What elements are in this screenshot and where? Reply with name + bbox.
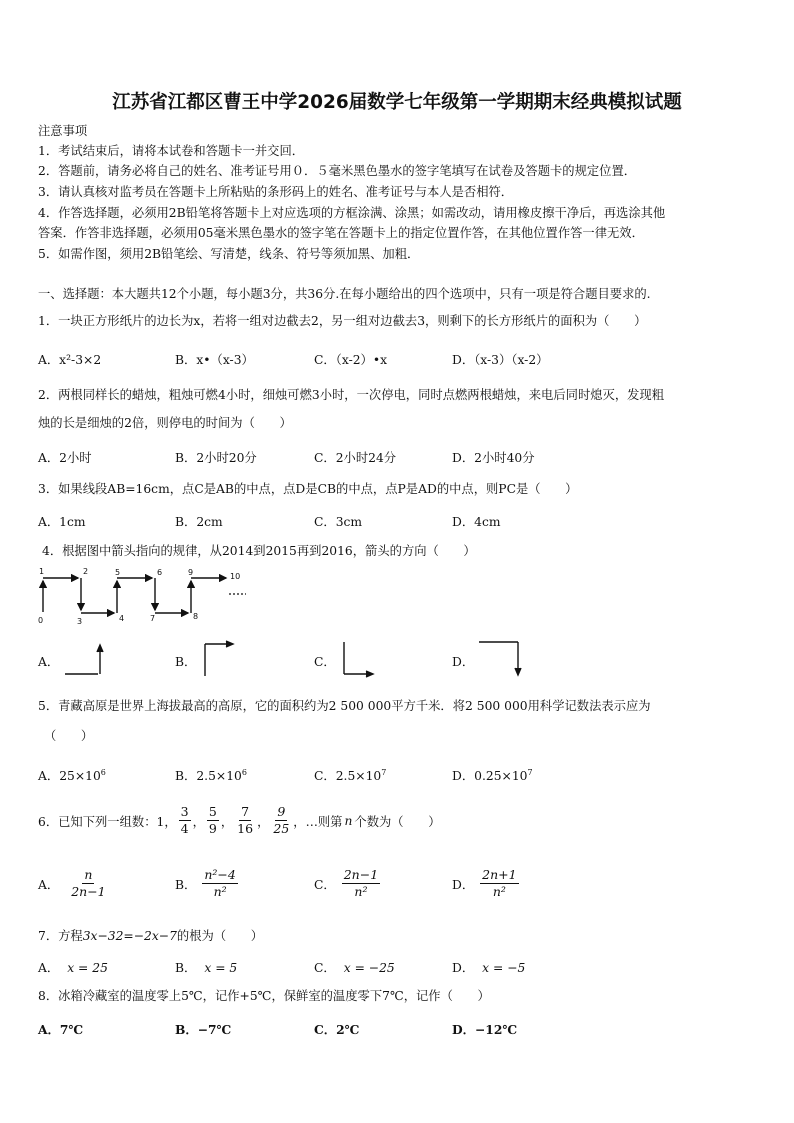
fraction bbox=[69, 868, 107, 899]
q2-option-b: B．2小时20分 bbox=[175, 451, 257, 465]
fraction bbox=[207, 805, 219, 836]
q3-option-b: B．2cm bbox=[175, 515, 223, 529]
denominator: 25 bbox=[273, 821, 290, 836]
figure-number: 2 bbox=[83, 567, 89, 576]
fraction bbox=[342, 868, 380, 899]
q7-option-b bbox=[175, 958, 237, 976]
option-value: x = −5 bbox=[482, 961, 526, 975]
q8-option-b: B．−7℃ bbox=[175, 1022, 232, 1037]
q4-option-a: A． bbox=[38, 655, 60, 669]
equation: 3x−32=−2x−7 bbox=[82, 929, 177, 943]
stem-text: 个数为（ ） bbox=[354, 814, 441, 829]
figure-number: 6 bbox=[157, 568, 163, 577]
notice-item: 答案．作答非选择题，必须用05毫米黑色墨水的签字笔在答题卡上的指定位置作答，在其他位置作答一律无效． bbox=[38, 226, 644, 240]
q5-option-d bbox=[452, 766, 533, 784]
figure-number: 3 bbox=[77, 617, 83, 626]
q4-option-d-arrow-icon bbox=[476, 636, 528, 680]
q7-option-d bbox=[452, 958, 525, 976]
option-label: D． bbox=[452, 877, 475, 892]
option-value: x = −25 bbox=[343, 961, 395, 975]
option-label: C． bbox=[314, 769, 336, 783]
q1-option-d: D．（x-3）（x-2） bbox=[452, 353, 549, 367]
q2-option-c: C．2小时24分 bbox=[314, 451, 397, 465]
numerator: 3 bbox=[180, 804, 189, 819]
option-label: A． bbox=[38, 961, 60, 975]
numerator: n bbox=[84, 867, 93, 882]
q5-option-b bbox=[175, 766, 247, 784]
figure-number: 4 bbox=[119, 614, 125, 623]
q2-option-d: D．2小时40分 bbox=[452, 451, 535, 465]
notice-item: 4．作答选择题，必须用2B铅笔将答题卡上对应选项的方框涂满、涂黑；如需改动，请用橡皮擦干净后，再选涂其他 bbox=[38, 206, 666, 220]
option-label: D． bbox=[452, 769, 475, 783]
fraction bbox=[179, 805, 191, 836]
q3-option-a: A．1cm bbox=[38, 515, 86, 529]
figure-number: 0 bbox=[38, 616, 44, 625]
stem-text: 7．方程 bbox=[38, 929, 83, 943]
exponent: 6 bbox=[100, 767, 106, 777]
q8-option-c: C．2℃ bbox=[314, 1022, 360, 1037]
figure-number: 8 bbox=[193, 612, 199, 621]
q5-option-c bbox=[314, 766, 386, 784]
page-title: 江苏省江都区曹王中学2026届数学七年级第一学期期末经典模拟试题 bbox=[112, 92, 682, 113]
numerator: 7 bbox=[241, 804, 250, 819]
question-6-stem: 6．已知下列一组数：1， $\frac{3}{4}$ ， $\frac{5}{9}$ ， $\frac{7}{16}$ ， $\frac{9}{25}$ ，…则第 n 个数为（ ） bbox=[38, 804, 441, 836]
figure-number: 9 bbox=[188, 568, 194, 577]
option-label: B． bbox=[175, 877, 197, 892]
exponent: 7 bbox=[381, 767, 387, 777]
figure-number: 10 bbox=[230, 572, 241, 581]
stem-text: ，…则第 bbox=[293, 814, 343, 829]
denominator: n² bbox=[213, 884, 227, 899]
figure-number: 5 bbox=[115, 568, 121, 577]
option-label: D． bbox=[452, 961, 475, 975]
q7-option-c bbox=[314, 958, 395, 976]
q4-option-c-arrow-icon bbox=[338, 638, 383, 680]
option-value: 2.5×10 bbox=[335, 769, 382, 783]
q6-option-d bbox=[452, 868, 521, 899]
fraction bbox=[480, 868, 518, 899]
figure-number: 7 bbox=[150, 614, 156, 623]
question-1-stem: 1．一块正方形纸片的边长为x，若将一组对边截去2，另一组对边截去3，则剩下的长方形纸片的面积为（ ） bbox=[38, 314, 647, 328]
q5-option-a bbox=[38, 766, 106, 784]
option-value: 25×10 bbox=[59, 769, 101, 783]
q6-option-a bbox=[38, 868, 110, 899]
stem-text: 的根为（ ） bbox=[176, 929, 264, 943]
denominator: 4 bbox=[180, 821, 189, 836]
fraction bbox=[235, 805, 255, 836]
stem-text: 6．已知下列一组数：1， bbox=[38, 814, 177, 829]
notice-item: 3．请认真核对监考员在答题卡上所粘贴的条形码上的姓名、准考证号与本人是否相符． bbox=[38, 185, 514, 199]
q8-option-a: A．7℃ bbox=[38, 1022, 84, 1037]
question-2-stem-line2: 烛的长是细烛的2倍，则停电的时间为（ ） bbox=[38, 416, 292, 430]
q3-option-c: C．3cm bbox=[314, 515, 363, 529]
q4-option-b-arrow-icon bbox=[198, 638, 243, 680]
q4-option-b: B． bbox=[175, 655, 197, 669]
q6-option-b bbox=[175, 868, 240, 899]
denominator: 2n−1 bbox=[71, 884, 106, 899]
arrow-pattern-figure bbox=[36, 567, 256, 629]
question-2-stem-line1: 2．两根同样长的蜡烛，粗烛可燃4小时，细烛可燃3小时，一次停电，同时点燃两根蜡烛，来电后同时熄灭，发现粗 bbox=[38, 388, 665, 402]
fraction bbox=[271, 805, 291, 836]
q1-option-c: C．（x-2）•x bbox=[314, 353, 388, 367]
option-value: x = 25 bbox=[67, 961, 108, 975]
option-value: 2.5×10 bbox=[196, 769, 242, 783]
q2-option-a: A．2小时 bbox=[38, 451, 92, 465]
notice-item: 1．考试结束后，请将本试卷和答题卡一并交回． bbox=[38, 144, 305, 158]
option-label: B． bbox=[175, 961, 197, 975]
question-5-stem-line1: 5．青藏高原是世界上海拔最高的高原，它的面积约为2 500 000平方千米．将2 500 000用科学记数法表示应为 bbox=[38, 699, 651, 713]
option-label: C． bbox=[314, 877, 336, 892]
denominator: 9 bbox=[208, 821, 217, 836]
numerator: 2n−1 bbox=[343, 867, 379, 882]
denominator: n² bbox=[492, 884, 506, 899]
q4-option-c: C． bbox=[314, 655, 336, 669]
denominator: n² bbox=[354, 884, 368, 899]
question-3-stem: 3．如果线段AB=16cm，点C是AB的中点，点D是CB的中点，点P是AD的中点，则PC是（ ） bbox=[38, 482, 578, 496]
notice-item: 2．答题前，请务必将自己的姓名、准考证号用０．５毫米黑色墨水的签字笔填写在试卷及答题卡的规定位置． bbox=[38, 164, 637, 178]
q1-option-b: B．x•（x-3） bbox=[175, 353, 254, 367]
q8-option-d: D．−12℃ bbox=[452, 1022, 518, 1037]
option-label: C． bbox=[314, 961, 336, 975]
denominator: 16 bbox=[237, 821, 254, 836]
variable: n bbox=[344, 813, 353, 828]
section-heading: 一、选择题：本大题共12个小题，每小题3分，共36分.在每小题给出的四个选项中，只有一项是符合题目要求的. bbox=[38, 287, 651, 301]
option-label: A． bbox=[38, 877, 60, 892]
q7-option-a bbox=[38, 958, 108, 976]
q4-option-a-arrow-icon bbox=[62, 640, 112, 680]
q3-option-d: D．4cm bbox=[452, 515, 501, 529]
question-7-stem bbox=[38, 926, 263, 944]
option-value: 0.25×10 bbox=[474, 769, 528, 783]
notice-heading: 注意事项 bbox=[38, 124, 88, 138]
q6-option-c bbox=[314, 868, 382, 899]
question-5-stem-line2: （ ） bbox=[44, 729, 94, 743]
q4-option-d: D． bbox=[452, 655, 475, 669]
option-value: x = 5 bbox=[204, 961, 238, 975]
numerator: 9 bbox=[277, 804, 286, 819]
exponent: 6 bbox=[241, 767, 247, 777]
numerator: 2n+1 bbox=[482, 867, 517, 882]
question-8-stem: 8．冰箱冷藏室的温度零上5℃，记作+5℃，保鲜室的温度零下7℃，记作（ ） bbox=[38, 989, 490, 1003]
numerator: n²−4 bbox=[204, 867, 236, 882]
numerator: 5 bbox=[208, 804, 217, 819]
q1-option-a: A．x²-3×2 bbox=[38, 353, 102, 367]
question-4-stem: 4．根据图中箭头指向的规律，从2014到2015再到2016，箭头的方向（ ） bbox=[42, 544, 476, 558]
figure-number: 1 bbox=[39, 567, 45, 576]
fraction bbox=[202, 868, 238, 899]
option-label: A． bbox=[38, 769, 60, 783]
option-label: B． bbox=[175, 769, 197, 783]
notice-item: 5．如需作图，须用2B铅笔绘、写清楚，线条、符号等须加黑、加粗． bbox=[38, 247, 420, 261]
exponent: 7 bbox=[527, 767, 533, 777]
